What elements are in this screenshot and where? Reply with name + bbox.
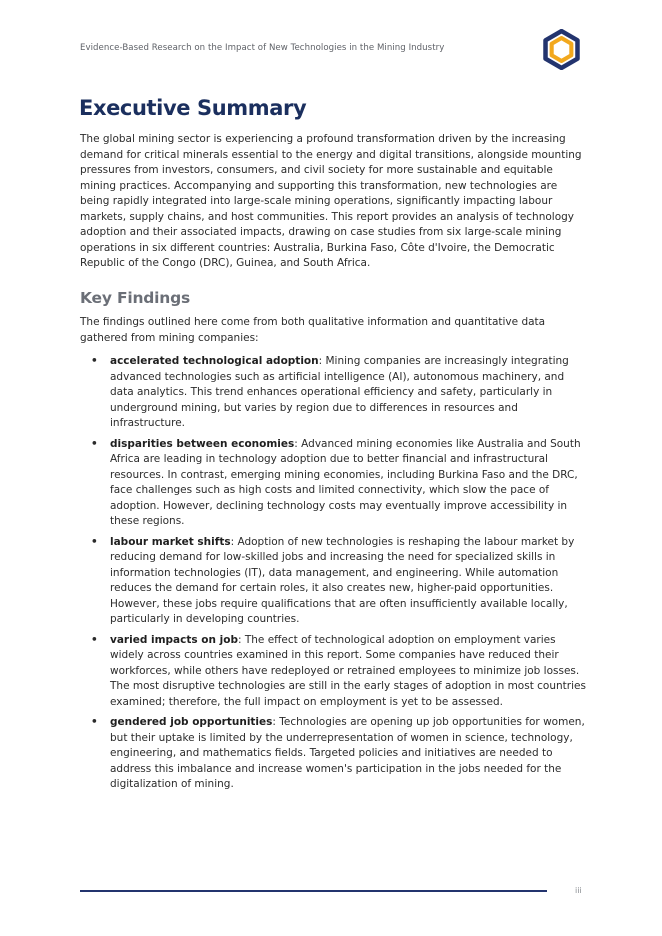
summary-paragraph: The global mining sector is experiencing a profound transformation driven by the increasing demand for critical minerals essential to the energy and digital transitions, alongside mounting pressures from investors, consumers, and civil society for more sustainable and equitable mining practices. Accompanying and supporting this transformation, new technologies are being rapidly integrated into large-scale mining operations, significantly impacting labour markets, supply chains, and host communities. This report provides an analysis of technology adoption and their associated impacts, drawing on case studies from six large-scale mining operations in six different countries: Australia, Burkina Faso, Côte d'Ivoire, the Democratic Republic of the Congo (DRC), Guinea, and South Africa. [80,133,582,269]
hexagon-logo-icon [541,29,582,70]
footer-rule [80,890,547,892]
list-item [80,354,586,432]
list-item [80,535,586,628]
finding-term: accelerated technological adoption [110,355,319,367]
finding-text: : The effect of technological adoption on employment varies widely across countries examined in this report. Some companies have reduced their workforces, while others have redeployed or retrained employees to minimize job losses. The most disruptive technologies are still in the early stages of adoption in most countries examined; therefore, the full impact on employment is yet to be assessed. [110,633,586,708]
finding-text: : Advanced mining economies like Australia and South Africa are leading in technology adoption due to better financial and infrastructural resources. In contrast, emerging mining economies, including Burkina Faso and the DRC, face challenges such as high costs and limited connectivity, which slow the pace of adoption. However, declining technology costs may eventually improve accessibility in these regions. [110,437,581,527]
finding-term: disparities between economies [110,437,295,450]
finding-text: : Mining companies are increasingly integrating advanced technologies such as artificial intelligence (AI), autonomous machinery, and data analytics. This trend enhances operational efficiency and safety, particularly in underground mining, but varies by region due to differences in resources and infrastructure. [110,355,569,429]
bullet-icon: • [91,716,98,728]
bullet-icon: • [91,437,98,450]
section-heading-key-findings: Key Findings [80,289,191,307]
bullet-icon: • [91,633,98,646]
finding-text: : Adoption of new technologies is reshaping the labour market by reducing demand for low-skilled jobs and increasing the need for specialized skills in information technologies (IT), data management, and engineering. While automation reduces the demand for certain roles, it also creates new, higher-paid opportunities. However, these jobs require qualifications that are often insufficiently available locally, particularly in developing countries. [110,535,575,625]
finding-term: gendered job opportunities [110,716,273,728]
finding-term: varied impacts on job [110,633,238,646]
list-item [80,633,586,711]
running-header: Evidence-Based Research on the Impact of New Technologies in the Mining Industry [80,43,445,53]
findings-intro-paragraph: The findings outlined here come from both qualitative information and quantitative data gathered from mining companies: [80,316,546,344]
bullet-icon: • [91,535,98,548]
finding-term: labour market shifts [110,535,231,548]
page-title: Executive Summary [79,96,307,120]
finding-text: : Technologies are opening up job opportunities for women, but their uptake is limited by the underrepresentation of women in science, technology, engineering, and mathematics fields. Targeted policies and initiatives are needed to address this imbalance and increase women's participation in the jobs needed for the digitalization of mining. [110,716,585,790]
bullet-icon: • [91,355,98,367]
list-item [80,437,586,530]
findings-list [80,354,586,798]
list-item [80,715,586,793]
page-number: iii [575,886,582,895]
